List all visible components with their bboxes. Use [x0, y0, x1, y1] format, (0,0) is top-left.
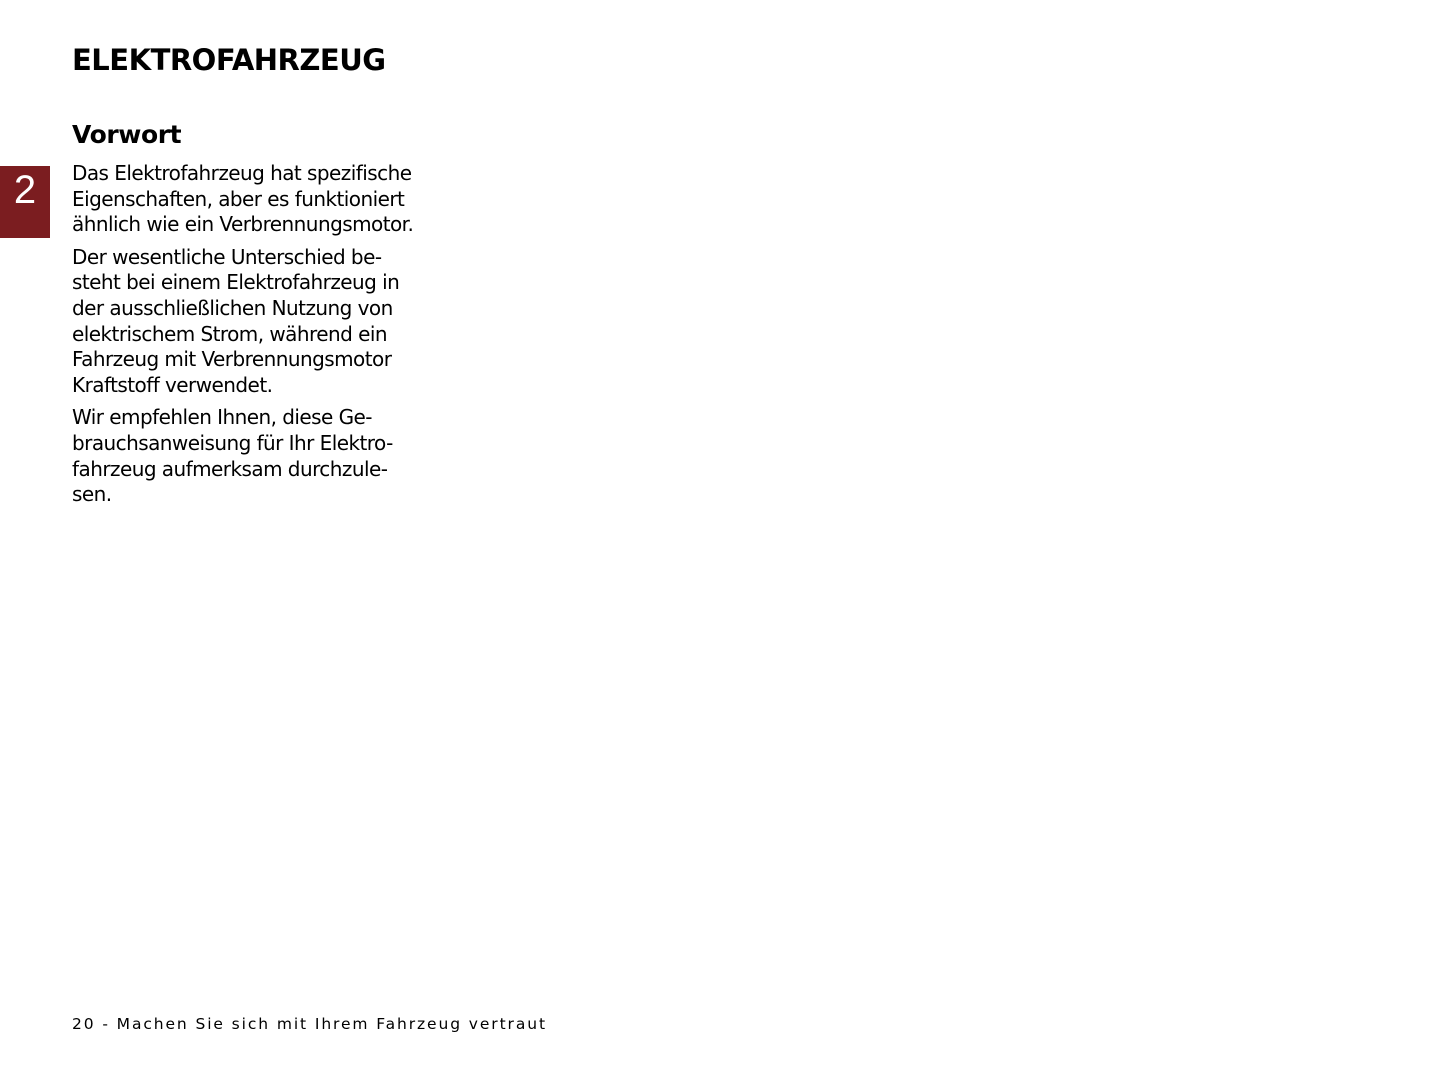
paragraph-recommendation: Wir empfehlen Ihnen, diese Ge- brauchsanweisung für Ihr Elektro- fahrzeug aufmerksam durchzule- sen. — [72, 405, 393, 507]
page-footer: 20 - Machen Sie sich mit Ihrem Fahrzeug vertraut — [72, 1015, 547, 1033]
paragraph-difference: Der wesentliche Unterschied be- steht bei einem Elektrofahrzeug in der ausschließlichen Nutzung von elektrischem Strom, während ein Fahrzeug mit Verbrennungsmotor Kraftstoff verwendet. — [72, 244, 400, 397]
section-heading: Vorwort — [72, 120, 182, 149]
chapter-tab: 2 — [0, 166, 50, 238]
page-title: ELEKTROFAHRZEUG — [72, 43, 386, 77]
paragraph-intro: Das Elektrofahrzeug hat spezifische Eigenschaften, aber es funktioniert ähnlich wie ein Verbrennungsmotor. — [72, 161, 414, 237]
text-column — [72, 161, 472, 515]
